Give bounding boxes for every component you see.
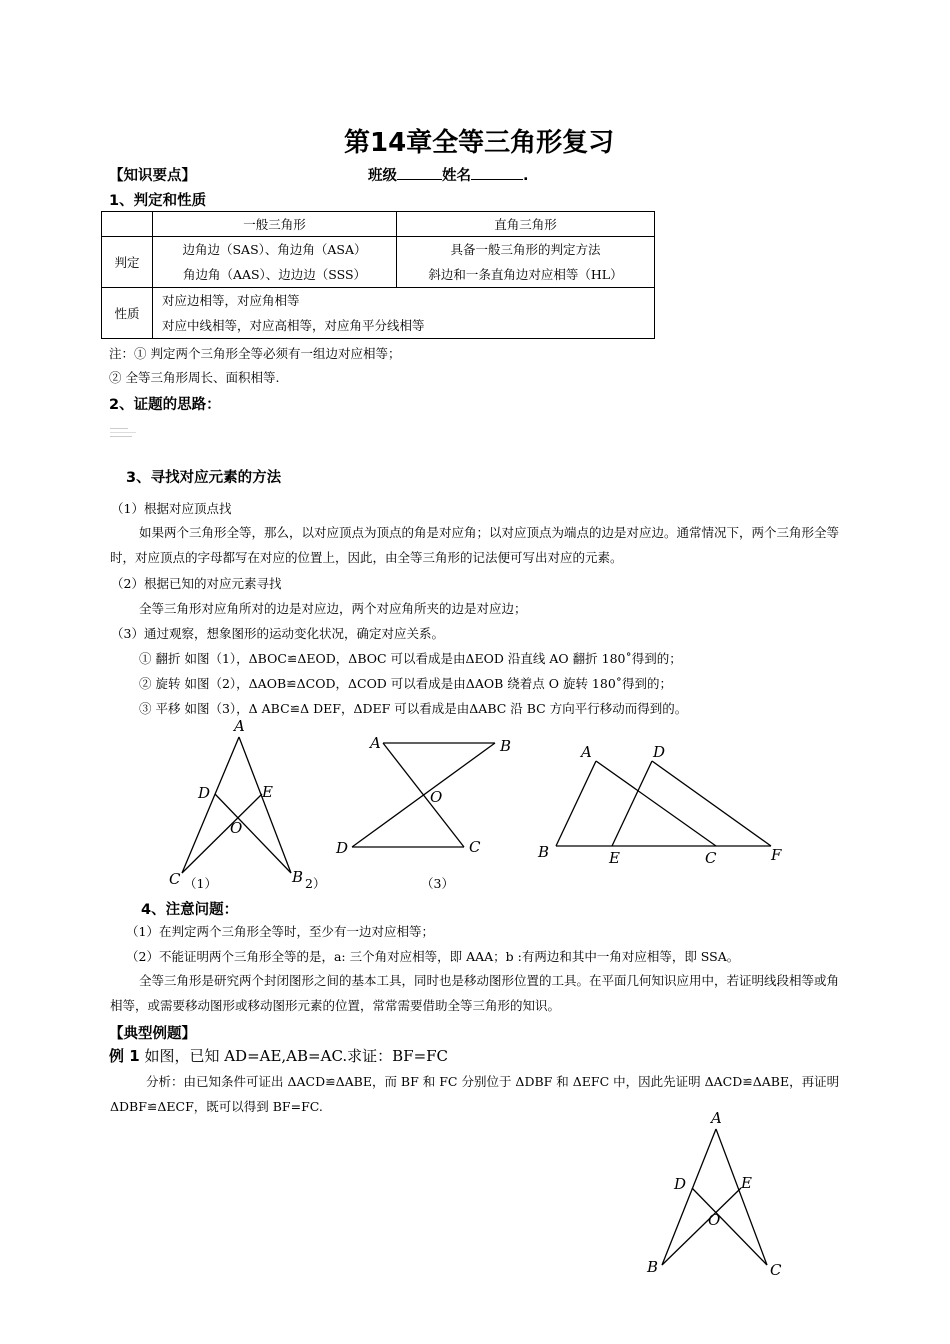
s3-p3-title: （3）通过观察，想象图形的运动变化状况，确定对应关系。 (111, 626, 444, 641)
fig3-label-B: B (538, 843, 550, 861)
fig1-label-A: A (234, 717, 245, 735)
fig3-label-C: C (705, 849, 717, 867)
figure-1-fold (182, 737, 291, 873)
fig3-label-F: F (771, 846, 782, 864)
cell-line: 角边角（AAS）、边边边（SSS） (182, 267, 367, 282)
cell-line: 边角边（SAS）、角边角（ASA） (182, 242, 367, 257)
section-3-heading: 3、寻找对应元素的方法 (126, 470, 282, 486)
s4-p2: （2）不能证明两个三角形全等的是，a: 三个角对应相等，即 AAA；b :有两边和其中一角对应相等，即 SSA。 (126, 949, 740, 964)
fig3-label-D: D (653, 743, 666, 761)
page-title: 第14章全等三角形复习 (344, 128, 615, 158)
example-1-text: 如图，已知 AD=AE,AB=AC.求证：BF=FC (139, 1047, 449, 1065)
fig1-label-O: O (230, 819, 243, 837)
fig1-label-E: E (262, 783, 273, 801)
s3-p2-title: （2）根据已知的对应元素寻找 (111, 576, 282, 591)
section-knowledge-points: 【知识要点】 (109, 168, 196, 184)
table-header-general: 一般三角形 (153, 212, 397, 237)
fig2-label-O: O (430, 788, 443, 806)
fig1-label-B: B (292, 868, 304, 886)
s3-item-fold: ① 翻折 如图（1），ΔBOC≌ΔEOD，ΔBOC 可以看成是由ΔEOD 沿直线 AO 翻折 180˚得到的； (139, 651, 682, 666)
fig4-label-O: O (708, 1211, 721, 1229)
fig3-label-E: E (609, 849, 620, 867)
fig4-label-B: B (647, 1258, 659, 1276)
fig3-caption: （3） (421, 876, 454, 891)
example-1-analysis: 分析：由已知条件可证出 ΔACD≌ΔABE，而 BF 和 FC 分别位于 ΔDBF 和 ΔEFC 中，因此先证明 ΔACD≌ΔABE，再证明 ΔDBF≌ΔECF，既可以得到 BF=FC. (110, 1074, 840, 1114)
example-1 (109, 1045, 448, 1066)
cell-line: 具备一般三角形的判定方法 (450, 242, 601, 257)
figure-4-example (662, 1129, 767, 1265)
fig1-caption: （1） (184, 876, 217, 891)
fig2-label-A: A (370, 734, 381, 752)
figure-2-rotate (352, 743, 495, 847)
s4-p1: （1）在判定两个三角形全等时，至少有一边对应相等； (126, 924, 434, 939)
cell-line: 斜边和一条直角边对应相等（HL） (428, 267, 623, 282)
s3-p2-text: 全等三角形对应角所对的边是对应边，两个对应角所夹的边是对应边； (139, 601, 527, 616)
cell-line: 对应边相等，对应角相等 (162, 293, 300, 308)
figure-3-translate (556, 761, 771, 846)
fig2-label-C: C (469, 838, 481, 856)
fig3-label-A: A (581, 743, 592, 761)
class-label: 班级 (368, 168, 397, 184)
section-4-heading: 4、注意问题： (141, 902, 239, 918)
fig1-label-C: C (169, 870, 181, 888)
table-row-label-properties: 性质 (102, 288, 153, 339)
example-1-label: 例 1 (109, 1047, 140, 1065)
s3-item-translate: ③ 平移 如图（3），Δ ABC≌Δ DEF，ΔDEF 可以看成是由ΔABC 沿 BC 方向平行移动而得到的。 (139, 701, 688, 716)
note-1: 注：① 判定两个三角形全等必须有一组边对应相等； (109, 346, 401, 361)
examples-heading: 【典型例题】 (109, 1026, 196, 1042)
s3-item-rotate: ② 旋转 如图（2），ΔAOB≌ΔCOD，ΔCOD 可以看成是由ΔAOB 绕着点 O 旋转 180˚得到的； (139, 676, 673, 691)
fig4-label-C: C (770, 1261, 782, 1279)
s3-p1-title: （1）根据对应顶点找 (111, 501, 232, 516)
fig4-label-D: D (674, 1175, 687, 1193)
fig2-label-B: B (500, 737, 512, 755)
cell-line: 对应中线相等，对应高相等，对应角平分线相等 (162, 318, 425, 333)
s3-p1-text: 如果两个三角形全等，那么，以对应顶点为顶点的角是对应角；以对应顶点为端点的边是对应边。通常情况下，两个三角形全等时，对应顶点的字母都写在对应的位置上，因此，由全等三角形的记法便可写出对应的元素。 (110, 525, 840, 565)
section-2-heading: 2、证题的思路： (109, 397, 221, 413)
s4-p3: 全等三角形是研究两个封闭图形之间的基本工具，同时也是移动图形位置的工具。在平面几何知识应用中，若证明线段相等或角相等，或需要移动图形或移动图形元素的位置，常常需要借助全等三角形的知识。 (110, 973, 840, 1013)
fig4-label-E: E (741, 1174, 752, 1192)
period: . (523, 168, 529, 184)
fig1-label-D: D (198, 784, 211, 802)
note-2: ② 全等三角形周长、面积相等. (109, 370, 280, 385)
table-header-right: 直角三角形 (397, 212, 655, 237)
fig2-caption: 2） (305, 876, 326, 891)
table-row-label-criteria: 判定 (102, 237, 153, 288)
fig2-label-D: D (336, 839, 349, 857)
name-label: 姓名 (442, 168, 471, 184)
fig4-label-A: A (711, 1109, 722, 1127)
section-1-heading: 1、判定和性质 (109, 193, 207, 209)
